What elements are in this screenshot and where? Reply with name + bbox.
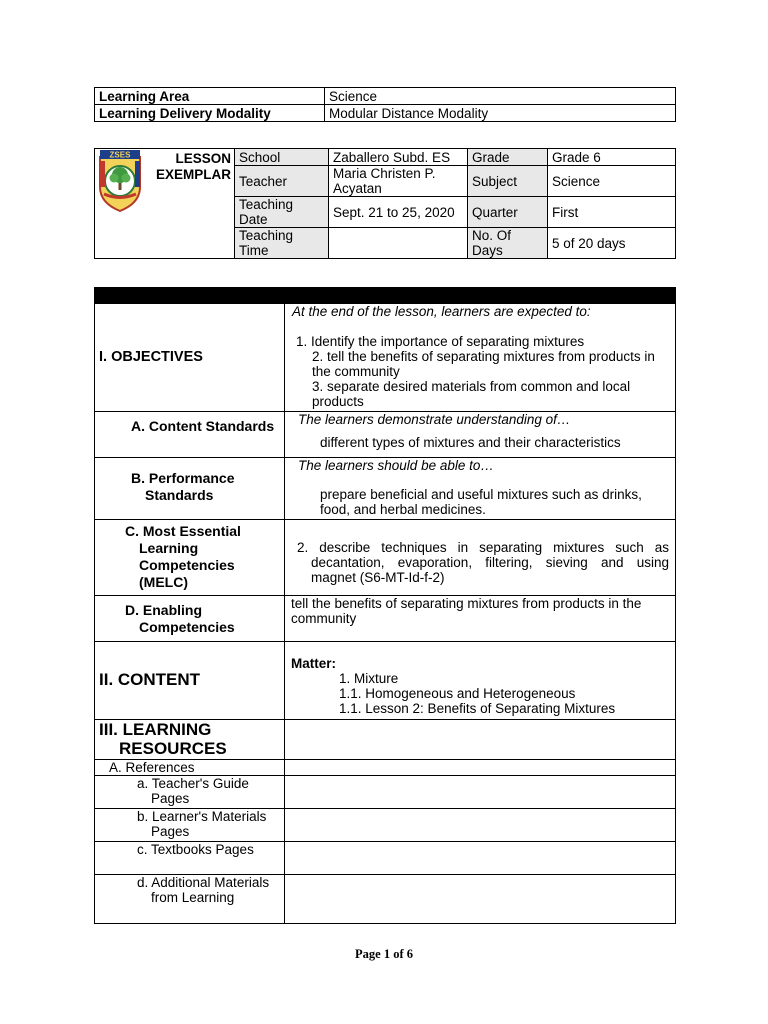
content-row	[95, 642, 676, 720]
objectives-intro: At the end of the lesson, learners are expected to:	[292, 304, 591, 319]
teacher-value: Maria Christen P. Acyatan	[329, 166, 468, 197]
learners-materials-label: b. Learner's Materials Pages	[137, 809, 267, 839]
subject-label: Subject	[468, 166, 548, 197]
textbooks-row	[95, 842, 676, 875]
objective-item-1: 1. Identify the importance of separating mixtures	[296, 334, 585, 349]
additional-materials-label: d. Additional Materials from Learning	[137, 875, 270, 905]
performance-standards-row	[95, 458, 676, 520]
days-label: No. Of Days	[468, 228, 548, 259]
objectives-title: I. OBJECTIVES	[99, 349, 203, 365]
resources-row	[95, 720, 676, 760]
resources-title: III. LEARNING RESOURCES	[99, 720, 227, 758]
enabling-row	[95, 596, 676, 642]
lesson-exemplar-title: LESSON EXEMPLAR	[145, 149, 235, 259]
quarter-label: Quarter	[468, 197, 548, 228]
objective-item-3: 3. separate desired materials from common and local products	[312, 379, 631, 409]
objectives-row	[95, 304, 676, 412]
lesson-plan-table	[94, 287, 676, 924]
grade-label: Grade	[468, 149, 548, 166]
references-label: A. References	[109, 760, 195, 775]
modality-value: Modular Distance Modality	[325, 105, 676, 122]
teacher-label: Teacher	[235, 166, 329, 197]
enabling-title: D. Enabling Competencies	[125, 602, 235, 635]
content-title: II. CONTENT	[99, 670, 201, 689]
content-matter: Matter:	[291, 656, 337, 671]
content-standards-row	[95, 412, 676, 458]
performance-standards-text: prepare beneficial and useful mixtures such as drinks, food, and herbal medicines.	[320, 487, 642, 517]
page-current: 1	[383, 947, 391, 961]
additional-materials-row	[95, 875, 676, 924]
modality-label: Learning Delivery Modality	[95, 105, 325, 122]
page-total: 6	[406, 947, 413, 961]
melc-text: 2. describe techniques in separating mixtures such as decantation, evaporation, filtering, sieving and using magnet (S6-MT-Id-f-2)	[297, 540, 669, 585]
page-number	[0, 947, 768, 962]
content-standards-text: different types of mixtures and their characteristics	[320, 435, 621, 450]
objective-item-2: 2. tell the benefits of separating mixtures from products in the community	[312, 349, 655, 379]
teachers-guide-label: a. Teacher's Guide Pages	[137, 776, 249, 806]
school-value: Zaballero Subd. ES	[329, 149, 468, 166]
learning-area-value: Science	[325, 88, 676, 105]
lesson-info-table	[94, 148, 676, 259]
days-value: 5 of 20 days	[548, 228, 676, 259]
quarter-value: First	[548, 197, 676, 228]
enabling-text: tell the benefits of separating mixtures from products in the community	[291, 596, 642, 626]
school-logo-cell	[95, 149, 146, 259]
performance-standards-intro: The learners should be able to…	[298, 458, 494, 473]
teaching-time-label: Teaching Time	[235, 228, 329, 259]
content-line-1: 1. Mixture	[339, 671, 399, 686]
melc-title: C. Most Essential Learning Competencies (MELC)	[125, 523, 241, 590]
subject-value: Science	[548, 166, 676, 197]
content-line-2: 1.1. Homogeneous and Heterogeneous	[339, 686, 576, 701]
page-word: Page	[355, 947, 381, 961]
teachers-guide-row	[95, 776, 676, 809]
performance-standards-title: B. Performance Standards	[131, 470, 235, 503]
teaching-date-label: Teaching Date	[235, 197, 329, 228]
teaching-time-value	[329, 228, 468, 259]
references-row	[95, 760, 676, 776]
melc-row	[95, 520, 676, 596]
learners-materials-row	[95, 809, 676, 842]
content-standards-intro: The learners demonstrate understanding of…	[298, 412, 571, 427]
content-standards-title: A. Content Standards	[131, 418, 275, 434]
textbooks-label: c. Textbooks Pages	[137, 842, 254, 857]
school-label: School	[235, 149, 329, 166]
learning-area-table	[94, 87, 676, 122]
school-logo-icon	[95, 149, 145, 213]
page-of-word: of	[393, 947, 404, 961]
content-line-3: 1.1. Lesson 2: Benefits of Separating Mixtures	[339, 701, 616, 716]
teaching-date-value: Sept. 21 to 25, 2020	[329, 197, 468, 228]
logo-text: ZSES	[109, 150, 131, 160]
grade-value: Grade 6	[548, 149, 676, 166]
learning-area-label: Learning Area	[95, 88, 325, 105]
